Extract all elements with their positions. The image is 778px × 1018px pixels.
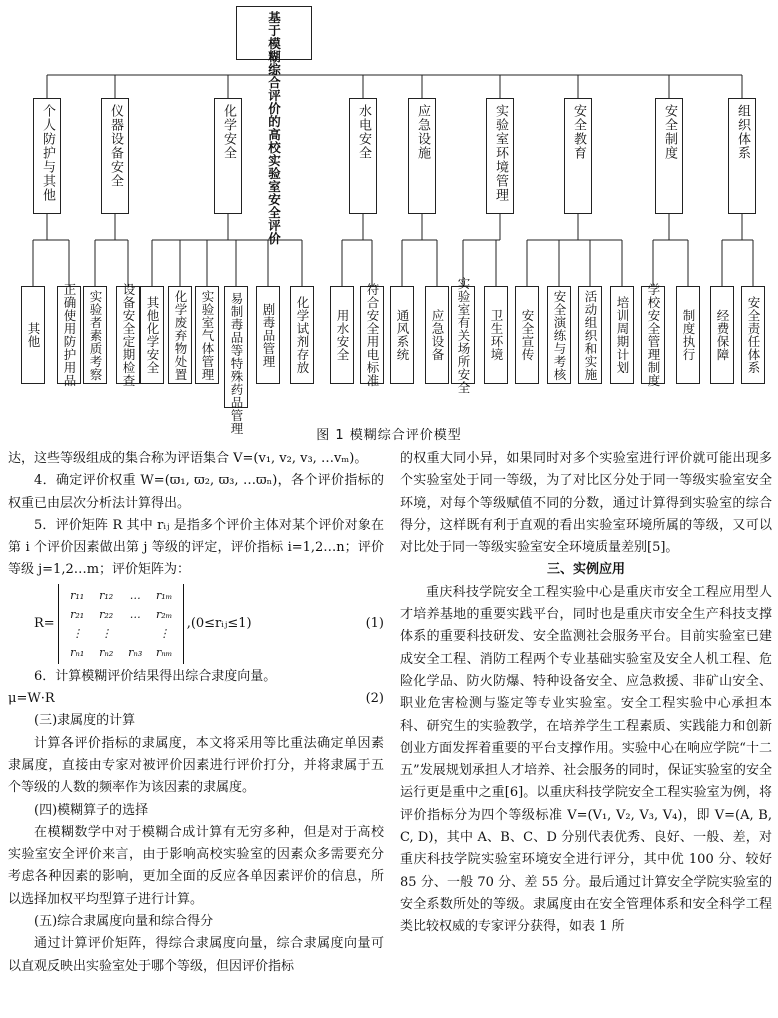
- matrix-lhs: R=: [34, 615, 55, 631]
- leaf-box: [451, 276, 475, 394]
- leaf-box: [547, 286, 571, 384]
- category-box: [349, 98, 377, 214]
- leaf-box-label: 化学废弃物处置: [173, 289, 188, 381]
- matrix-cell: ⋮: [100, 626, 112, 640]
- category-box-label: 安全教育: [571, 104, 586, 160]
- leaf-box-label: 制度执行: [681, 309, 696, 361]
- leaf-box: [330, 286, 354, 384]
- root-box: [236, 6, 312, 245]
- paragraph: 达，这些等级组成的集合称为评语集合 V=(v₁, v₂, v₃, …vₘ)。: [8, 451, 368, 466]
- leaf-box-label: 符合安全用电标准: [365, 283, 380, 387]
- matrix-cell: r₁₂: [99, 588, 114, 602]
- matrix-cell: r₂₁: [70, 607, 85, 621]
- leaf-box: [195, 286, 219, 384]
- category-box: [655, 98, 683, 214]
- leaf-box-label: 其他化学安全: [145, 296, 160, 374]
- equation-2: [8, 688, 384, 710]
- leaf-box-label: 设备安全定期检查: [121, 283, 136, 387]
- category-box: [728, 98, 756, 214]
- evaluation-matrix: [58, 584, 184, 664]
- category-box: [101, 98, 129, 214]
- leaf-box: [140, 286, 164, 384]
- category-box-label: 应急设施: [415, 104, 430, 160]
- leaf-box-label: 活动组织和实施: [583, 289, 598, 381]
- matrix-cell: [121, 624, 150, 643]
- leaf-box-label: 经费保障: [715, 309, 730, 361]
- leaf-box: [641, 283, 665, 387]
- leaf-box-label: 安全责任体系: [746, 296, 761, 374]
- root-box-label: 基于模糊综合评价的高校实验室安全评价: [266, 11, 282, 245]
- leaf-box-label: 实验者素质考察: [88, 289, 103, 381]
- equation-number: (2): [365, 691, 384, 707]
- leaf-box: [256, 286, 280, 384]
- leaf-box-label: 培训周期计划: [615, 296, 630, 374]
- matrix-cell: rₙ₂: [99, 645, 114, 659]
- matrix-condition: ,(0≤rᵢⱼ≤1): [186, 615, 252, 631]
- leaf-box: [484, 286, 508, 384]
- leaf-box: [57, 283, 81, 387]
- leaf-box: [360, 283, 384, 387]
- equation-1: [8, 584, 384, 664]
- paragraph: 重庆科技学院安全工程实验中心是重庆市安全工程应用型人才培养基地的重要实践平台，同时也是重庆市安全生产科技支撑体系的重要科技研发、安全监测社会服务平台。目前实验室已建成安全工程、消防工程两个专业基础实验室及安全人机工程、危险化学品、防火防爆、特种设备安全、应急救援、非矿山安全、职业危害检测与鉴定等专业实验室。安全工程实验中心承担本科、研究生的实验教学，在培养学生工程素质、实践能力和创新创业方面发挥着重要的平台支撑作用。实验中心在响应学院“十二五”发展规划承担人才培养、社会服务的同时，保证实验室的安全运行更是重中之重[6]。以重庆科技学院安全工程实验室为例，将评价指标分为四个等级标准 V=(V₁, V₂, V₃, V₄)，即 V=(A, B, C, D)，其中 A、B、C、D 分别代表优秀、良好、一般、差，对重庆科技学院实验室环境安全进行评分，其中优 100 分、较好 85 分、一般 70 分、差 55 分。最后通过计算安全学院实验室的安全系数所处的等级。隶属度由在安全管理体系和安全科学工程类比较权威的专家评分获得，如表 1 所: [400, 584, 772, 935]
- leaf-box-label: 卫生环境: [489, 309, 504, 361]
- leaf-box: [515, 286, 539, 384]
- leaf-box: [390, 286, 414, 384]
- leaf-box-label: 实验室气体管理: [200, 289, 215, 381]
- matrix-cell: r₁ₘ: [155, 588, 173, 602]
- section-heading: 三、实例应用: [546, 562, 625, 578]
- matrix-cell: …: [129, 607, 141, 621]
- figure-caption: 图 1 模糊综合评价模型: [316, 428, 462, 443]
- matrix-cell: rₙ₃: [128, 645, 143, 659]
- paragraph: 4．确定评价权重 W=(ϖ₁, ϖ₂, ϖ₃, …ϖₙ)，各个评价指标的权重已由层次分析法计算得出。: [8, 473, 384, 511]
- leaf-box-label: 正确使用防护用品: [62, 283, 77, 387]
- leaf-box-label: 其他: [26, 322, 41, 348]
- leaf-box-label: 剧毒品管理: [261, 302, 276, 368]
- matrix-cell: rₙ₁: [70, 645, 85, 659]
- leaf-box-label: 化学试剂存放: [295, 296, 310, 374]
- paragraph: 通过计算评价矩阵，得综合隶属度向量，综合隶属度向量可以直观反映出实验室处于哪个等级，但因评价指标: [8, 936, 384, 974]
- category-box: [408, 98, 436, 214]
- matrix-cell: rₙₘ: [155, 645, 173, 659]
- leaf-box-label: 学校安全管理制度: [646, 283, 661, 387]
- matrix-cell: r₁₁: [70, 588, 85, 602]
- category-box: [564, 98, 592, 214]
- leaf-box-label: 用水安全: [335, 309, 350, 361]
- leaf-box-label: 安全演练与考核: [552, 289, 567, 381]
- matrix-cell: …: [129, 588, 141, 602]
- matrix-cell: ⋮: [158, 626, 170, 640]
- leaf-box: [741, 286, 765, 384]
- category-box-label: 组织体系: [735, 104, 750, 160]
- category-box-label: 个人防护与其他: [40, 104, 55, 202]
- category-box-label: 水电安全: [356, 104, 371, 160]
- matrix-cell: r₂₂: [99, 607, 114, 621]
- leaf-box-label: 应急设备: [430, 309, 445, 361]
- subsection-heading: (四)模糊算子的选择: [34, 802, 149, 818]
- leaf-box: [425, 286, 449, 384]
- leaf-box: [290, 286, 314, 384]
- leaf-box: [578, 286, 602, 384]
- leaf-box-label: 易制毒品等特殊药品管理: [229, 292, 244, 435]
- leaf-box-label: 通风系统: [395, 309, 410, 361]
- matrix-cell: ⋮: [71, 626, 83, 640]
- leaf-box: [224, 286, 248, 435]
- leaf-box: [83, 286, 107, 384]
- equation: μ=W·R: [8, 691, 55, 707]
- paragraph: 计算各评价指标的隶属度，本文将采用等比重法确定单因素隶属度，直接由专家对被评价因素进行评价打分，并将隶属于五个等级的人数的频率作为该因素的隶属度。: [8, 735, 384, 796]
- category-box: [214, 98, 242, 214]
- category-box-label: 实验室环境管理: [493, 104, 508, 202]
- leaf-box: [116, 283, 140, 387]
- paragraph: 的权重大同小异，如果同时对多个实验室进行评价就可能出现多个实验室处于同一等级，为了对比区分处于同一等级实验室安全环境，对每个等级赋值不同的分数，通过计算得到实验室的综合得分，这样既有利于直观的看出实验室环境所属的等级，又可以对比处于同一等级实验室安全环境质量差别[5]。: [400, 451, 772, 556]
- category-box: [33, 98, 61, 214]
- leaf-box: [21, 286, 45, 384]
- leaf-box: [676, 286, 700, 384]
- right-column: [400, 448, 772, 939]
- leaf-box-label: 安全宣传: [520, 309, 535, 361]
- subsection-heading: (三)隶属度的计算: [34, 713, 136, 729]
- category-box: [486, 98, 514, 214]
- subsection-heading: (五)综合隶属度向量和综合得分: [34, 914, 214, 930]
- paragraph: 6．计算模糊评价结果得出综合隶度向量。: [34, 668, 277, 684]
- paragraph: 5．评价矩阵 R 其中 rᵢⱼ 是指多个评价主体对某个评价对象在第 i 个评价因素做出第 j 等级的评定，评价指标 i=1,2…n；评价等级 j=1,2…m；评价矩阵为：: [8, 517, 384, 578]
- leaf-box: [710, 286, 734, 384]
- leaf-box-label: 实验室有关场所安全: [456, 276, 471, 394]
- equation-number: (1): [365, 615, 384, 631]
- leaf-box: [610, 286, 634, 384]
- category-box-label: 化学安全: [221, 104, 236, 160]
- category-box-label: 安全制度: [662, 104, 677, 160]
- category-box-label: 仪器设备安全: [108, 104, 123, 188]
- matrix-cell: r₂ₘ: [155, 607, 173, 621]
- left-column: [8, 448, 384, 978]
- leaf-box: [168, 286, 192, 384]
- paragraph: 在模糊数学中对于模糊合成计算有无穷多种，但是对于高校实验室安全评价来言，由于影响高校实验室的因素众多需要充分考虑各种因素的影响，更加全面的反应各单因素评价的信息，所以选择加权平均型算子进行计算。: [8, 824, 384, 907]
